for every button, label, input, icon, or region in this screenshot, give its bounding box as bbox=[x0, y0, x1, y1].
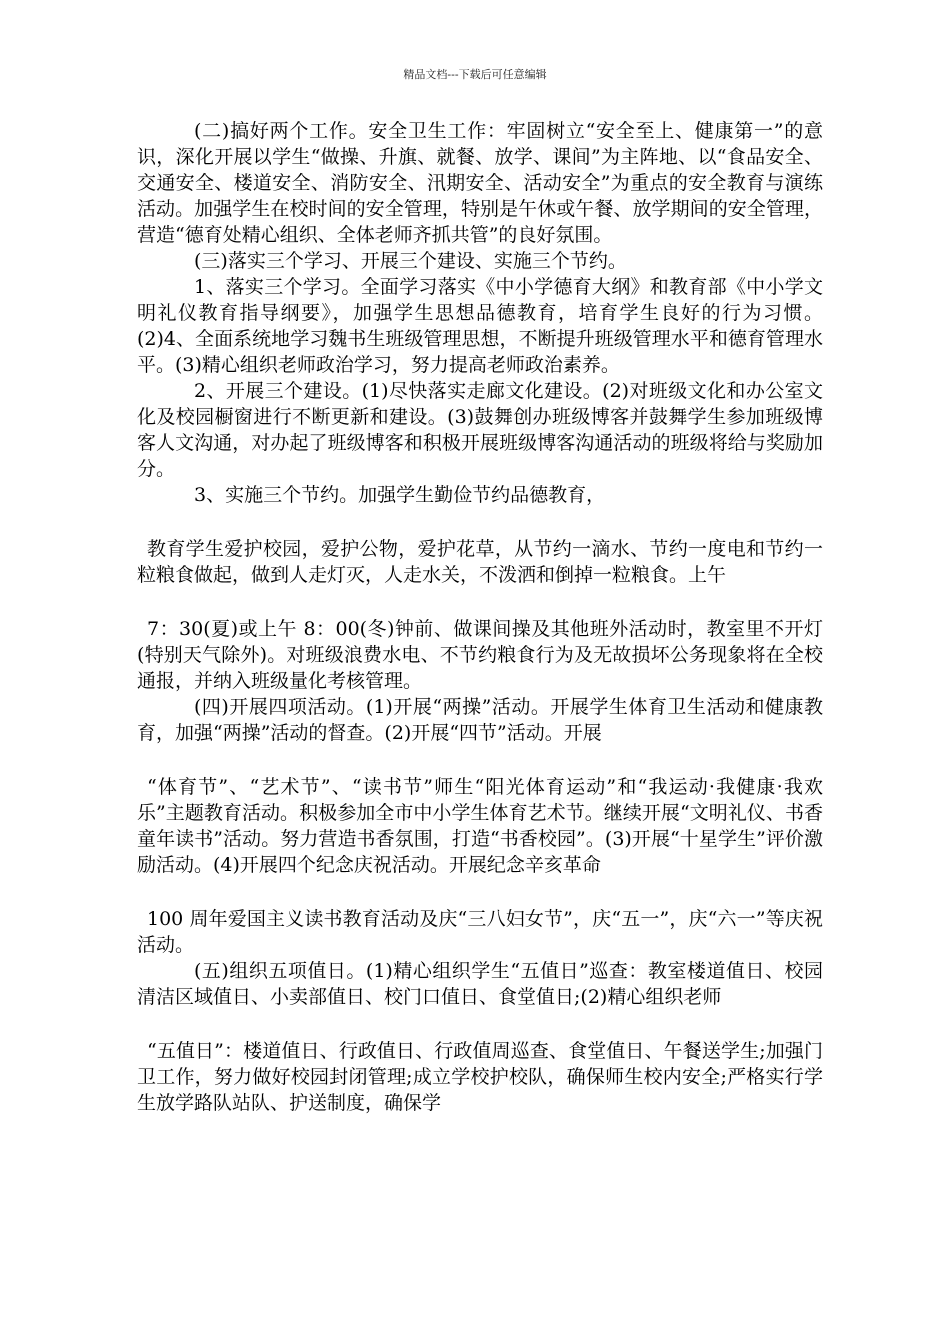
paragraph-three-constructions: 2、开展三个建设。(1)尽快落实走廊文化建设。(2)对班级文化和办公室文化及校园橱窗进行不断更新和建设。(3)鼓舞创办班级博客并鼓舞学生参加班级博客人文沟通，对办起了班级博客和积极开展班级博客沟通活动的班级将给与奖励加分。 bbox=[137, 380, 823, 480]
paragraph-lights-time: 7：30(夏)或上午 8：00(冬)钟前、做课间操及其他班外活动时，教室里不开灯(特别天气除外)。对班级浪费水电、不节约粮食行为及无故损坏公务现象将在全校通报，并纳入班级量化考核管理。 bbox=[137, 618, 823, 692]
paragraph-three-studies: 1、落实三个学习。全面学习落实《中小学德育大纲》和教育部《中小学文明礼仪教育指导纲要》，加强学生思想品德教育，培育学生良好的行为习惯。(2)4、全面系统地学习魏书生班级管理思想，不断提升班级管理水平和德育管理水平。(3)精心组织老师政治学习，努力提高老师政治素养。 bbox=[137, 276, 823, 376]
paragraph-three-savings: 3、实施三个节约。加强学生勤俭节约品德教育， bbox=[194, 484, 606, 506]
document-body bbox=[137, 118, 823, 1116]
paragraph-anniversary: 100 周年爱国主义读书教育活动及庆“三八妇女节”，庆“五一”，庆“六一”等庆祝活动。 bbox=[137, 908, 823, 956]
paragraph-festivals: “体育节”、“艺术节”、“读书节”师生“阳光体育运动”和“我运动·我健康·我欢乐”主题教育活动。积极参加全市中小学生体育艺术节。继续开展“文明礼仪、书香童年读书”活动。努力营造书香氛围，打造“书香校园”。(3)开展“十星学生”评价激励活动。(4)开展四个纪念庆祝活动。开展纪念辛亥革命 bbox=[137, 776, 823, 876]
paragraph-protect-campus: 教育学生爱护校园，爱护公物，爱护花草，从节约一滴水、节约一度电和节约一粒粮食做起，做到人走灯灭，人走水关，不泼洒和倒掉一粒粮食。上午 bbox=[137, 538, 823, 586]
paragraph-safety-work: (二)搞好两个工作。安全卫生工作：牢固树立“安全至上、健康第一”的意识，深化开展以学生“做操、升旗、就餐、放学、课间”为主阵地、以“食品安全、交通安全、楼道安全、消防安全、汛期安全、活动安全”为重点的安全教育与演练活动。加强学生在校时间的安全管理，特别是午休或午餐、放学期间的安全管理，营造“德育处精心组织、全体老师齐抓共管”的良好氛围。 bbox=[137, 120, 823, 246]
paragraph-five-duties: (五)组织五项值日。(1)精心组织学生“五值日”巡查：教室楼道值日、校园清洁区域值日、小卖部值日、校门口值日、食堂值日;(2)精心组织老师 bbox=[137, 960, 823, 1008]
paragraph-section-three-heading: (三)落实三个学习、开展三个建设、实施三个节约。 bbox=[194, 250, 627, 272]
page-header: 精品文档---下载后可任意编辑 bbox=[403, 68, 547, 81]
paragraph-four-activities: (四)开展四项活动。(1)开展“两操”活动。开展学生体育卫生活动和健康教育，加强“两操”活动的督查。(2)开展“四节”活动。开展 bbox=[137, 696, 823, 744]
paragraph-teacher-duties: “五值日”：楼道值日、行政值日、行政值周巡查、食堂值日、午餐送学生;加强门卫工作，努力做好校园封闭管理;成立学校护校队，确保师生校内安全;严格实行学生放学路队站队、护送制度，确保学 bbox=[137, 1040, 823, 1114]
